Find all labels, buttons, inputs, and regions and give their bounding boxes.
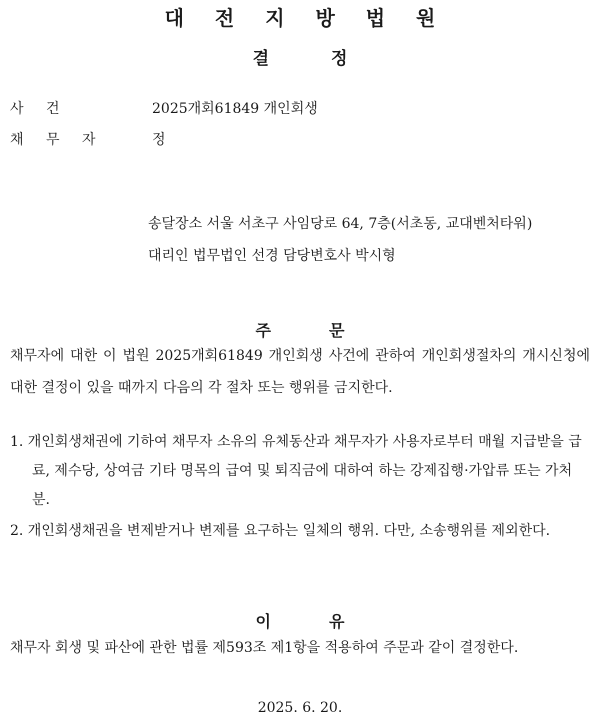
reason-heading — [0, 609, 600, 632]
delivery-address: 송달장소 서울 서초구 사임당로 64, 7층(서초동, 교대벤처타워) — [148, 216, 533, 232]
case-label-char: 건 — [46, 101, 60, 117]
debtor-label — [10, 129, 118, 149]
debtor-label-char: 채 — [10, 132, 24, 148]
order-text: 채무자에 대한 이 법원 2025개회61849 개인회생 사건에 관하여 개인회생절차의 개시신청에 대한 결정이 있을 때까지 다음의 각 절차 또는 행위를 금지한다. — [10, 348, 590, 396]
order-item: 2. 개인회생채권을 변제받거나 변제를 요구하는 일체의 행위. 다만, 소송행위를 제외한다. — [10, 523, 551, 539]
order-heading — [0, 318, 600, 341]
document-title — [0, 44, 600, 69]
decision-date: 2025. 6. 20. — [257, 700, 343, 716]
reason-heading-char: 이 — [255, 612, 271, 631]
case-number: 2025개회61849 개인회생 — [152, 101, 318, 117]
document-title-char: 결 — [252, 49, 269, 69]
reason-text: 채무자 회생 및 파산에 관한 법률 제593조 제1항을 적용하여 주문과 같이 결정한다. — [10, 640, 519, 656]
court-name: 대 전 지 방 법 원 — [164, 6, 448, 30]
legal-agent: 대리인 법무법인 선경 담당변호사 박시형 — [148, 248, 396, 264]
case-label-char: 사 — [10, 101, 24, 117]
order-heading-char: 문 — [329, 321, 345, 340]
document-title-char: 정 — [331, 49, 348, 69]
order-item: 1. 개인회생채권에 기하여 채무자 소유의 유체동산과 채무자가 사용자로부터 매월 지급받을 급료, 제수당, 상여금 기타 명목의 급여 및 퇴직금에 대하여 하는 강제집행·가압류 또는 가처분. — [10, 434, 582, 508]
case-label — [10, 98, 82, 118]
reason-heading-char: 유 — [329, 612, 345, 631]
order-heading-char: 주 — [255, 321, 271, 340]
debtor-label-char: 무 — [46, 132, 60, 148]
debtor-name: 정 — [152, 132, 166, 148]
debtor-label-char: 자 — [82, 132, 96, 148]
